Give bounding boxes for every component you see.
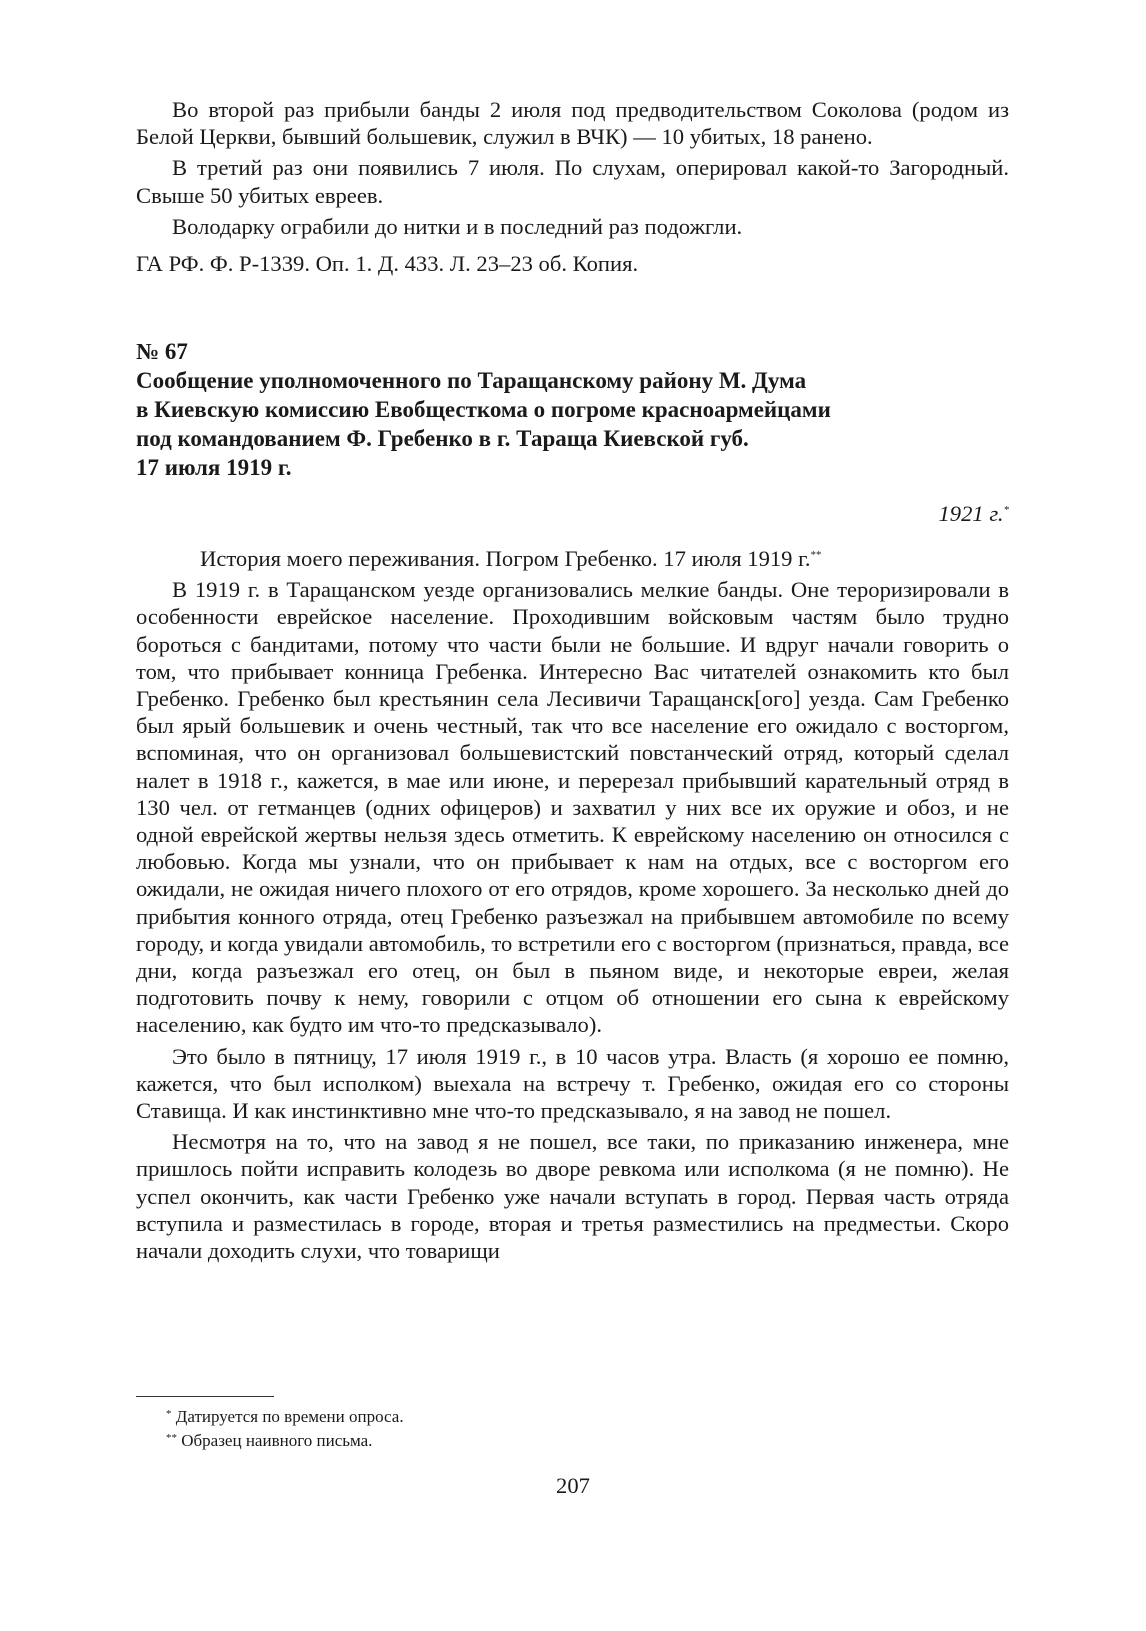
document-title	[136, 366, 1009, 482]
paragraph: Володарку ограбили до нитки и в последний раз подожгли.	[172, 213, 743, 239]
document-number: № 67	[136, 339, 188, 365]
footnote	[136, 1429, 1009, 1453]
footnote-mark: *	[1003, 504, 1009, 517]
document-dating	[136, 500, 1009, 527]
footnote-text: Датируется по времени опроса.	[175, 1407, 404, 1426]
paragraph: Это было в пятницу, 17 июля 1919 г., в 10 часов утра. Власть (я хорошо ее помню, кажется, что был исполком) выехала на встречу т. Гребенко, ожидая его со стороны Ставища. И как инстинктивно мне что-то предсказывало, я на завод не пошел.	[136, 1043, 1009, 1124]
document-heading	[136, 545, 1009, 572]
footnote-divider	[136, 1396, 274, 1397]
footnotes	[136, 1405, 1009, 1453]
document-title-line: в Киевскую комиссию Евобщесткома о погроме красноармейцами	[136, 397, 831, 423]
footnote-text: Образец наивного письма.	[181, 1431, 373, 1450]
footnote-mark: **	[166, 1432, 177, 1444]
paragraph: Во второй раз прибыли банды 2 июля под предводительством Соколова (родом из Белой Церкви, бывший большевик, служил в ВЧК) — 10 убитых, 18 ранено.	[136, 97, 1009, 150]
page-number: 207	[556, 1473, 590, 1498]
archive-reference: ГА РФ. Ф. Р-1339. Оп. 1. Д. 433. Л. 23–23 об. Копия.	[136, 251, 639, 277]
paragraph: В 1919 г. в Таращанском уезде организовались мелкие банды. Оне тероризировали в особенности еврейское население. Проходившим войсковым частям было трудно бороться с бандитами, потому что части были не большие. И вдруг начали говорить о том, что прибывает конница Гребенка. Интересно Вас читателей ознакомить кто был Гребенко. Гребенко был крестьянин села Лесивичи Таращанск[ого] уезда. Сам Гребенко был ярый большевик и очень честный, так что все население его ожидало с восторгом, вспоминая, что он организовал большевистский повстанческий отряд, который сделал налет в 1918 г., кажется, в мае или июне, и перерезал прибывший карательный отряд в 130 чел. от гетманцев (одних офицеров) и захватил у них все их оружие и обоз, и не одной еврейской жертвы нельзя здесь отметить. К еврейскому населению он относился с любовью. Когда мы узнали, что он прибывает к нам на отдых, все с восторгом его ожидали, не ожидая ничего плохого от его отрядов, кроме хорошего. За несколько дней до прибытия конного отряда, отец Гребенко разъезжал на прибывшем автомобиле по всему городу, и когда увидали автомобиль, то встретили его с восторгом (признаться, правда, все дни, когда разъезжал его отец, он был в пьяном виде, и некоторые евреи, желая подготовить почву к нему, говорили с отцом об отношении его сына к еврейскому населению, как будто им что-то предсказывало).	[136, 577, 1009, 1038]
footnote-mark: **	[810, 549, 822, 562]
heading-text: История моего переживания. Погром Гребенко. 17 июля 1919 г.	[200, 546, 811, 572]
document-title-line: Сообщение уполномоченного по Таращанскому району М. Дума	[136, 368, 807, 394]
dating-text: 1921 г.	[938, 501, 1004, 527]
paragraph: Несмотря на то, что на завод я не пошел, все таки, по приказанию инженера, мне пришлось пойти исправить колодезь во дворе ревкома или исполкома (я не помню). Не успел окончить, как части Гребенко уже начали вступать в город. Первая часть отряда вступила и разместилась в городе, вторая и третья разместились на предместьи. Скоро начали доходить слухи, что товарищи	[136, 1129, 1009, 1264]
paragraph: В третий раз они появились 7 июля. По слухам, оперировал какой-то Загородный. Свыше 50 убитых евреев.	[136, 155, 1009, 208]
page-body	[136, 96, 1009, 1268]
document-title-line: под командованием Ф. Гребенко в г. Тараща Киевской губ.	[136, 426, 749, 452]
document-title-line: 17 июля 1919 г.	[136, 455, 292, 481]
footnote-mark: *	[166, 1408, 172, 1420]
footnote	[136, 1405, 1009, 1429]
